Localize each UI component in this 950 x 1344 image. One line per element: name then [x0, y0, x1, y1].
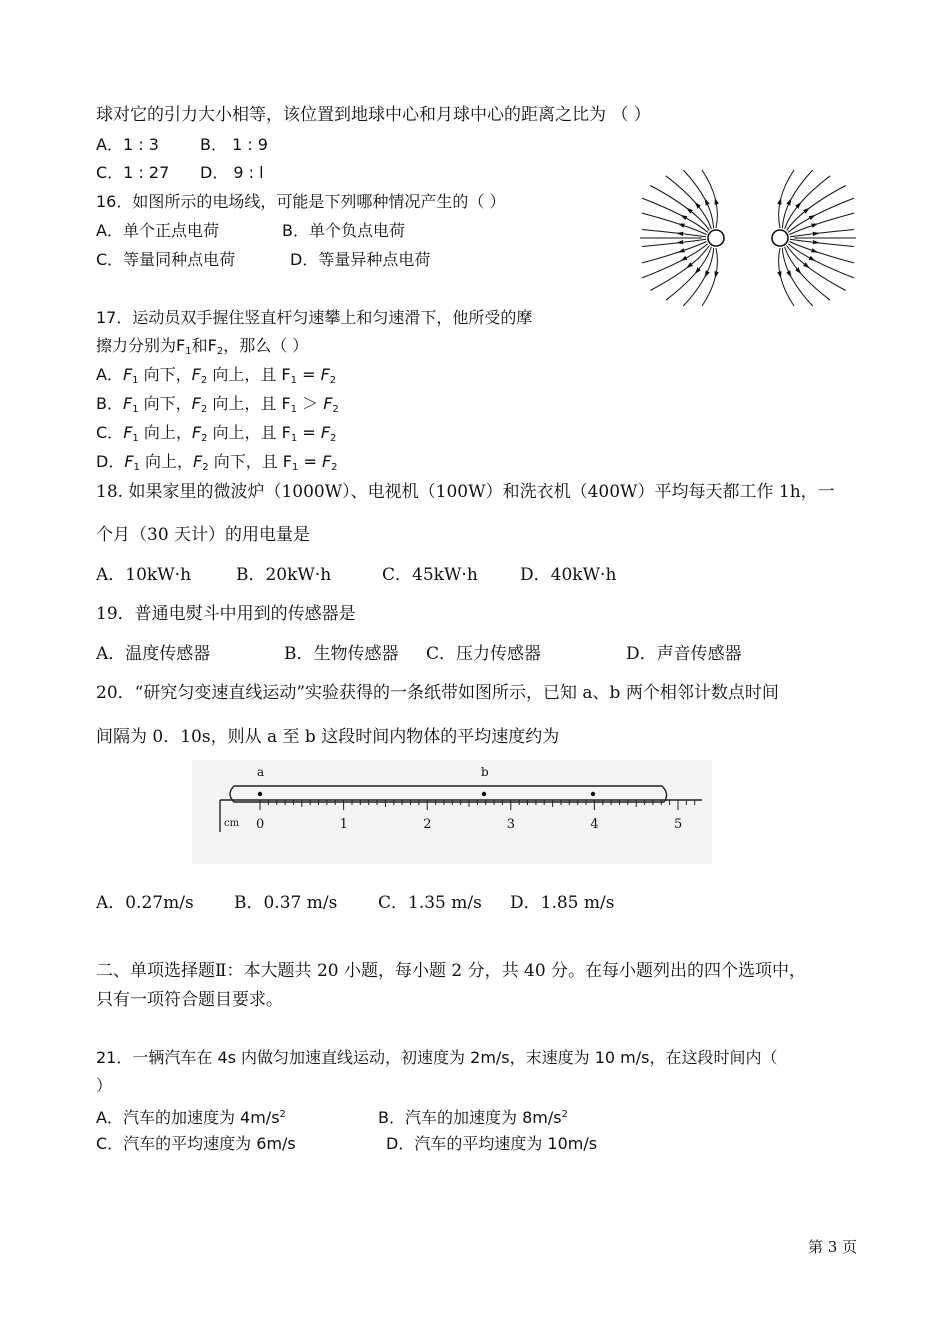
q18-option-d: D．40kW·h	[520, 565, 617, 585]
q15-option-d: D． 9 : l	[200, 163, 264, 182]
q19-stem: 19．普通电熨斗中用到的传感器是	[96, 604, 356, 624]
field-line	[666, 176, 712, 229]
page-number: 第 3 页	[808, 1238, 858, 1256]
field-arrowhead	[678, 248, 685, 252]
q15-option-a: A．1 : 3	[96, 135, 159, 154]
field-arrowhead	[715, 198, 719, 205]
field-line	[782, 170, 812, 228]
field-line	[785, 247, 831, 300]
q15-option-b: B． 1 : 9	[200, 135, 268, 154]
ruler-tick-label: 0	[256, 817, 265, 832]
q17-option-c: C．$F_1$ 向上，$F_2$ 向上，且 $F_1 = F_2$	[96, 423, 337, 444]
ruler-tick-label: 1	[339, 817, 348, 832]
ruler-tick-label: 5	[674, 817, 683, 832]
q19-option-a: A．温度传感器	[96, 644, 211, 664]
q20-stem-line1: 20．“研究匀变速直线运动”实验获得的一条纸带如图所示，已知 a、b 两个相邻计数点时间	[96, 683, 779, 703]
field-arrowhead	[777, 271, 781, 278]
field-line	[683, 248, 713, 306]
q20-option-c: C．1.35 m/s	[378, 893, 482, 913]
field-arrowhead	[809, 256, 816, 261]
q17-stem-line1: 17．运动员双手握住竖直杆匀速攀上和匀速滑下，他所受的摩	[96, 308, 533, 327]
q18-option-b: B．20kW·h	[236, 565, 332, 585]
field-line	[788, 244, 854, 278]
field-arrowhead	[676, 240, 683, 244]
q18-stem-line1: 18. 如果家里的微波炉（1000W）、电视机（100W）和洗衣机（400W）平均每天都工作 1h，一	[96, 482, 835, 502]
point-charge-left	[708, 230, 724, 246]
field-arrowhead	[715, 271, 719, 278]
section2-heading-line1: 二、单项选择题Ⅱ：本大题共 20 小题，每小题 2 分，共 40 分。在每小题列出的四个选项中，	[96, 961, 807, 981]
ruler-tick-label: 4	[590, 817, 599, 832]
field-arrowhead	[811, 224, 818, 228]
q16-option-c: C．等量同种点电荷	[96, 250, 236, 269]
paper-tape-ruler-figure	[192, 760, 712, 864]
ruler-tick-label: 3	[506, 817, 516, 832]
field-arrowhead	[680, 215, 687, 220]
tape-point-3	[591, 792, 595, 796]
field-arrowhead	[777, 198, 781, 205]
q19-option-d: D．声音传感器	[626, 644, 742, 664]
field-line	[782, 248, 812, 306]
q21-option-c: C．汽车的平均速度为 6m/s	[96, 1134, 296, 1153]
field-line	[785, 176, 831, 229]
tape-point-a	[258, 792, 262, 796]
tape-point-b	[482, 792, 486, 796]
q21-option-a: A．汽车的加速度为 $4m/s^2$	[96, 1108, 286, 1127]
ruler-unit-label: cm	[224, 818, 240, 829]
q15-stem: 球对它的引力大小相等，该位置到地球中心和月球中心的距离之比为 （ ）	[96, 105, 651, 125]
field-arrowhead	[813, 240, 820, 244]
q17-option-a: A．$F_1$ 向下，$F_2$ 向上，且 $F_1 = F_2$	[96, 365, 337, 386]
q20-option-a: A．0.27m/s	[96, 893, 194, 913]
field-line	[642, 244, 708, 278]
tape-label-a: a	[257, 765, 265, 779]
q21-stem-line1: 21．一辆汽车在 4s 内做匀加速直线运动，初速度为 2m/s，末速度为 10 m/s，在这段时间内（	[96, 1048, 778, 1067]
ruler-tick-label: 2	[423, 817, 432, 832]
q19-option-b: B．生物传感器	[284, 644, 399, 664]
field-arrowhead	[705, 270, 710, 277]
field-arrowhead	[809, 215, 816, 220]
q18-option-c: C．45kW·h	[382, 565, 478, 585]
field-arrowhead	[813, 232, 820, 236]
q20-option-d: D．1.85 m/s	[510, 893, 615, 913]
q16-option-d: D．等量异种点电荷	[290, 250, 431, 269]
q16-option-b: B．单个负点电荷	[282, 221, 405, 240]
q17-stem-line2: 擦力分别为$F_1$和$F_2$，那么（ ）	[96, 336, 309, 357]
field-arrowhead	[680, 256, 687, 261]
electric-field-lines-figure	[640, 168, 856, 308]
field-line	[642, 198, 708, 232]
field-arrowhead	[678, 224, 685, 228]
q18-option-a: A．10kW·h	[96, 565, 192, 585]
q18-stem-line2: 个月（30 天计）的用电量是	[96, 525, 311, 545]
point-charge-right	[772, 230, 788, 246]
field-line	[683, 170, 713, 228]
q17-option-b: B．$F_1$ 向下，$F_2$ 向上，且 $F_1 > F_2$	[96, 394, 339, 415]
q21-option-d: D．汽车的平均速度为 10m/s	[386, 1134, 598, 1153]
field-line	[788, 198, 854, 232]
section2-heading-line2: 只有一项符合题目要求。	[96, 990, 283, 1010]
q19-option-c: C．压力传感器	[426, 644, 542, 664]
q21-option-b: B．汽车的加速度为 $8m/s^2$	[378, 1108, 568, 1127]
q15-option-c: C．1 : 27	[96, 163, 170, 182]
q20-stem-line2: 间隔为 0．10s，则从 a 至 b 这段时间内物体的平均速度约为	[96, 727, 560, 747]
field-arrowhead	[811, 248, 818, 252]
field-arrowhead	[786, 270, 791, 277]
tape-label-b: b	[481, 765, 489, 779]
field-arrowhead	[705, 198, 710, 205]
field-line	[666, 247, 712, 300]
field-arrowhead	[676, 232, 683, 236]
q20-option-b: B．0.37 m/s	[234, 893, 338, 913]
q16-option-a: A．单个正点电荷	[96, 221, 219, 240]
field-arrowhead	[786, 198, 791, 205]
q21-stem-line2: ）	[96, 1076, 113, 1095]
q17-option-d: D．$F_1$ 向上，$F_2$ 向下，且 $F_1 = F_2$	[96, 452, 338, 473]
q16-stem: 16．如图所示的电场线，可能是下列哪种情况产生的（ ）	[96, 192, 506, 211]
